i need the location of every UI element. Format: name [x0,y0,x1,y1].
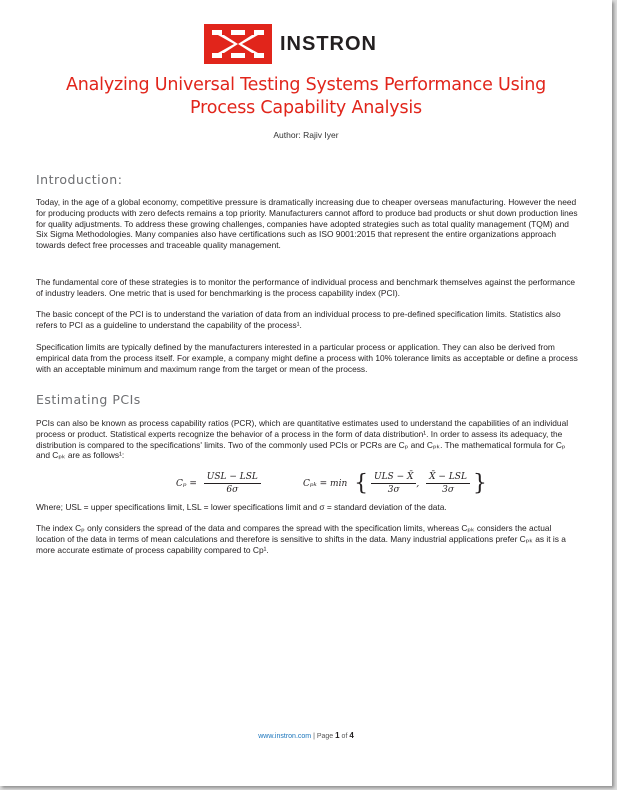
cpk-formula [303,472,487,495]
instron-logo [204,24,424,64]
left-brace: { [354,470,369,496]
cp-formula [176,472,261,495]
cpk-b-denominator: 3σ [442,485,454,495]
intro-paragraph-3: The basic concept of the PCI is to understand the variation of data from an individual process to pre-defined specification limits. Statistics also refers to PCI as a guideline to understand the capability of the process¹. [36,309,561,330]
website-link[interactable]: www.instron.com [258,733,312,740]
cpk-b-numerator: X̄ − LSL [426,472,470,484]
page-prefix: | Page [313,733,334,740]
cpk-fraction-b [426,472,470,495]
right-brace: } [472,470,487,496]
page-number: 1 [335,731,340,740]
cpk-fraction-a [371,472,416,495]
cpk-lhs: Cₚₖ = min [303,478,348,489]
page-footer [0,731,612,740]
comma: , [416,478,420,489]
page-of: of [341,733,348,740]
cpk-a-denominator: 3σ [387,485,400,495]
cp-denominator: 6σ [226,485,239,495]
document-title: Analyzing Universal Testing Systems Performance Using Process Capability Analysis [65,75,547,118]
estimating-paragraph-1: PCIs can also be known as process capability ratios (PCR), which are quantitative estimates used to understand the capabilities of an individual process or product. Statistical experts recognize the behavior of a process in the form of data distribution¹. In order to assess its adequacy, the distribution is compared to the specifications' limits. Two of the commonly used PCIs or PCRs are Cₚ and Cₚₖ. The mathematical formula for Cₚ and Cₚₖ are as follows¹: [36,418,569,461]
instron-wordmark: INSTRON [280,33,377,55]
cp-fraction [204,472,261,495]
estimating-pcis-heading: Estimating PCIs [36,392,141,407]
instron-logo-mark-icon [204,24,272,64]
cpk-a-numerator: ULS − X̄ [371,472,416,484]
intro-paragraph-1: Today, in the age of a global economy, competitive pressure is dramatically increasing due to cheaper overseas manufacturing. However the need for producing products with zero defects remains a top priority. Manufacturers cannot afford to produce bad products or shut down production lines for quality adjustments. To address these growing challenges, companies have adopted strategies such as total quality management (TQM) and Six Sigma Methodologies. Many companies also have certifications such as ISO 9001:2015 that represent the entire organizations approach towards defect free processes and traceable quality management. [36,197,578,251]
introduction-heading: Introduction: [36,172,123,187]
page-total: 4 [349,731,354,740]
author-line: Author: Rajiv Iyer [273,130,339,140]
estimating-where-line: Where; USL = upper specifications limit, LSL = lower specifications limit and σ = standard deviation of the data. [36,502,447,512]
cp-numerator: USL − LSL [204,472,261,484]
estimating-paragraph-2: The index Cₚ only considers the spread of the data and compares the spread with the specification limits, whereas Cₚₖ considers the actual location of the data in terms of mean calculations and therefore is sensitive to shifts in the data. Many industrial applications prefer Cₚₖ as it is a more accurate estimate of process capability compared to Cp¹. [36,523,566,555]
cp-lhs: Cₚ = [176,478,197,489]
intro-paragraph-4: Specification limits are typically defined by the manufacturers interested in a particular process or application. They can also be derived from empirical data from the process itself. For example, a company might define a process with 10% tolerance limits as acceptable or define a process with an acceptable minimum and maximum range from the target or mean of the process. [36,342,578,374]
intro-paragraph-2: The fundamental core of these strategies is to monitor the performance of individual process and benchmark themselves against the performance of industry leaders. One metric that is used for benchmarking is the process capability index (PCI). [36,277,576,298]
capability-formulas [0,472,612,504]
